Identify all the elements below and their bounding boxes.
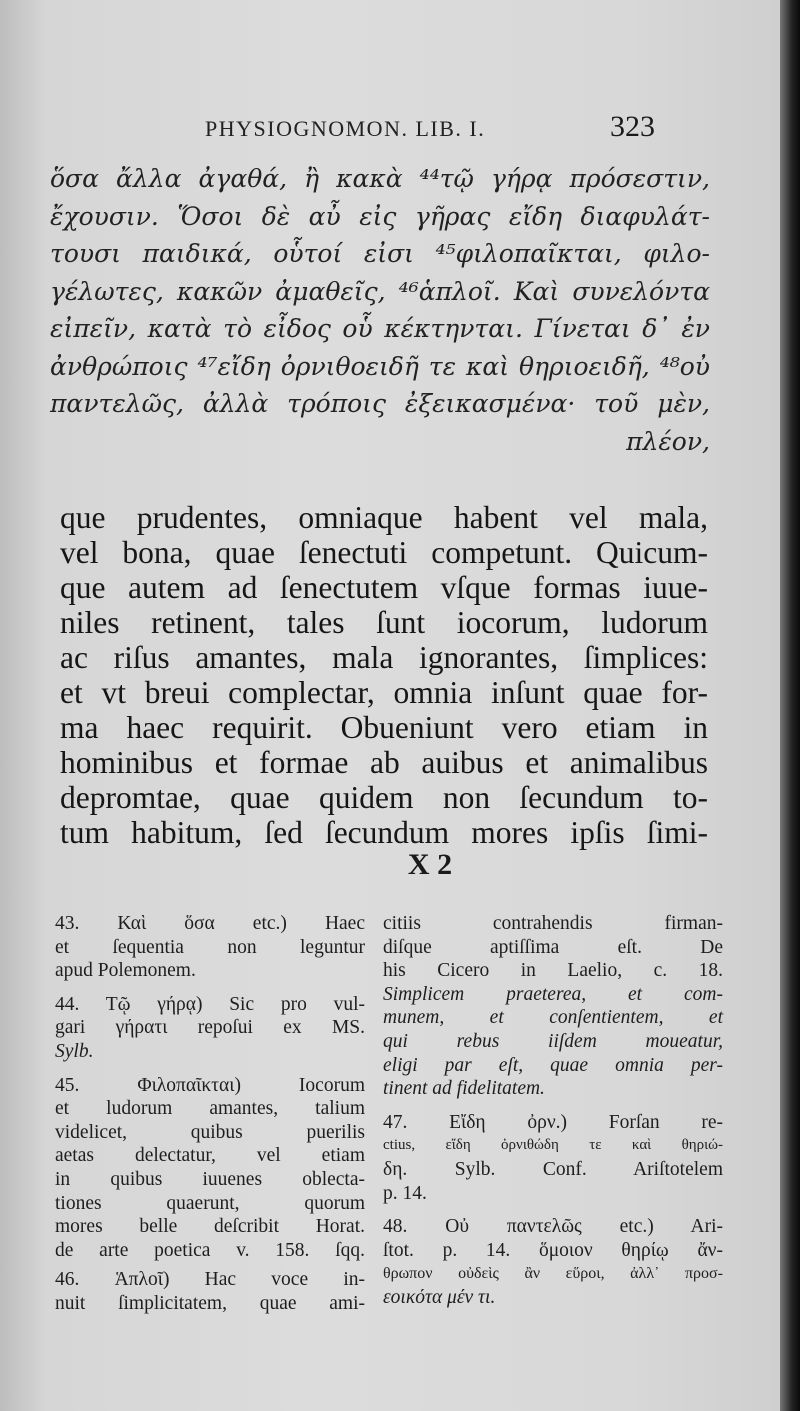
latin-text-block [60, 500, 708, 850]
latin-line: que prudentes, omniaque habent vel mala, [60, 500, 708, 535]
footnote-line: 45. Φιλοπαῖκται) Iocorum [55, 1074, 365, 1096]
footnote-line: 43. Καὶ ὅσα etc.) Haec [55, 913, 365, 934]
greek-line: τουσι παιδικά, οὗτοί εἰσι ⁴⁵φιλοπαῖκται, φιλο- [50, 239, 710, 268]
greek-line: ἀνθρώποις ⁴⁷εἴδη ὀρνιθοειδῆ τε καὶ θηριοειδῆ, ⁴⁸οὐ [50, 351, 710, 381]
greek-line: γέλωτες, κακῶν ἀμαθεῖς, ⁴⁶ἁπλοῖ. Καὶ συνελόντα [50, 276, 710, 306]
greek-line: ἔχουσιν. Ὅσοι δὲ αὖ εἰς γῆρας εἴδη διαφυλάτ- [50, 201, 710, 231]
footnote-line: Simplicem praeterea, et com- [383, 983, 723, 1005]
footnote-line: mores belle deſcribit Horat. [55, 1216, 365, 1238]
page-header [0, 108, 780, 148]
latin-line: et vt breui complectar, omnia inſunt quae for- [60, 675, 708, 710]
footnotes-right-column [383, 912, 723, 1310]
latin-line: ac riſus amantes, mala ignorantes, ſimplices: [60, 640, 708, 675]
greek-text-block [50, 160, 710, 460]
footnote-line: tiones quaerunt, quorum [55, 1192, 365, 1214]
footnote-line: 46. Ἁπλοῖ) Hac voce in- [55, 1269, 365, 1291]
greek-line: ὅσα ἄλλα ἀγαθά, ἢ κακὰ ⁴⁴τῷ γήρᾳ πρόσεστιν, [50, 164, 710, 193]
footnote-line: eligi par eſt, quae omnia per- [383, 1054, 723, 1076]
signature-mark: X 2 [407, 848, 453, 881]
footnote-line: δη. Sylb. Conf. Ariſtotelem [383, 1158, 723, 1180]
footnote-line: munem, et conſentientem, et [383, 1007, 723, 1029]
footnote-line: diſque aptiſſima eſt. De [383, 936, 723, 958]
footnote-line: qui rebus iiſdem moueatur, [383, 1030, 723, 1052]
footnote-line: 44. Τῷ γήρᾳ) Sic pro vul- [55, 993, 365, 1015]
footnote-line: εοικότα μέν τι. [383, 1286, 496, 1308]
footnote-line: gari γήρατι repoſui ex MS. [55, 1017, 365, 1039]
greek-line: παντελῶς, ἀλλὰ τρόποις ἐξεικασμένα· τοῦ μὲν, [50, 389, 710, 418]
page-number: 323 [610, 110, 655, 143]
footnote-line: tinent ad fidelitatem. [383, 1078, 545, 1100]
footnote-line: nuit ſimplicitatem, quae ami- [55, 1292, 365, 1314]
footnote-line: et ludorum amantes, talium [55, 1098, 365, 1120]
footnote-line: θρωπον οὐδεὶς ἂν εὕροι, ἀλλ᾽ προσ- [383, 1265, 723, 1283]
latin-line: ma haec requirit. Obueniunt vero etiam in [60, 710, 708, 745]
footnote-line: his Cicero in Laelio, c. 18. [383, 960, 723, 982]
footnote-line: Sylb. [55, 1040, 94, 1062]
footnote-line: ſtot. p. 14. ὅμοιον θηρίῳ ἄν- [383, 1239, 723, 1261]
footnote-line: de arte poetica v. 158. ſqq. [55, 1239, 365, 1261]
latin-line: tum habitum, ſed ſecundum mores ipſis ſimi- [60, 815, 708, 850]
latin-line: que autem ad ſenectutem vſque formas iuue- [60, 570, 708, 605]
footnote-line: p. 14. [383, 1182, 427, 1204]
greek-catchword: πλέον, [626, 426, 710, 456]
latin-line: niles retinent, tales ſunt iocorum, ludorum [60, 605, 708, 640]
footnote-line: ctius, εἴδη ὀρνιθώδη τε καὶ θηριώ- [383, 1137, 723, 1154]
footnote-line: in quibus iuuenes oblecta- [55, 1168, 365, 1190]
latin-line: vel bona, quae ſenectuti competunt. Quicum- [60, 535, 708, 570]
footnote-line: aetas delectatur, vel etiam [55, 1145, 365, 1167]
greek-line: εἰπεῖν, κατὰ τὸ εἶδος οὗ κέκτηνται. Γίνεται δ᾽ ἐν [50, 314, 710, 343]
footnote-line: 48. Οὐ παντελῶς etc.) Ari- [383, 1216, 723, 1238]
footnote-line: apud Polemonem. [55, 960, 196, 982]
running-title: PHYSIOGNOMON. LIB. I. [205, 116, 486, 141]
footnote-line: videlicet, quibus puerilis [55, 1121, 365, 1143]
footnote-line: et ſequentia non leguntur [55, 936, 365, 958]
book-gutter-shadow [780, 0, 800, 1411]
footnote-line: citiis contrahendis firman- [383, 913, 723, 934]
footnote-line: 47. Εἴδη ὀρν.) Forſan re- [383, 1111, 723, 1133]
latin-line: depromtae, quae quidem non ſecundum to- [60, 780, 708, 815]
latin-line: hominibus et formae ab auibus et animalibus [60, 745, 708, 780]
footnotes-left-column [55, 912, 365, 1316]
